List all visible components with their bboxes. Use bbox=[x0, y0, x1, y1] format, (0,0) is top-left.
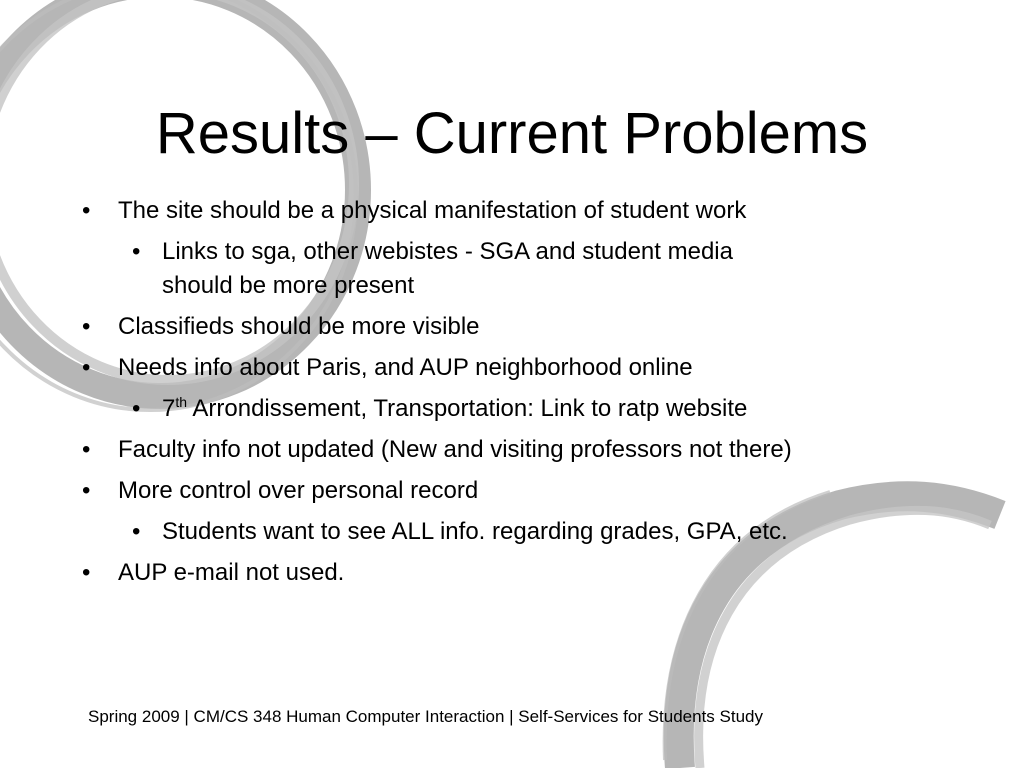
bullet-text: The site should be a physical manifestation of student work bbox=[118, 197, 747, 224]
bullet-text: AUP e-mail not used. bbox=[118, 559, 345, 586]
bullet-item bbox=[82, 556, 345, 590]
ordinal-number: 7 bbox=[162, 395, 176, 422]
bullet-text: Students want to see ALL info. regarding grades, GPA, etc. bbox=[162, 518, 788, 545]
bullet-marker: • bbox=[82, 559, 91, 586]
bullet-marker: • bbox=[82, 197, 91, 224]
bullet-marker: • bbox=[82, 477, 91, 504]
sub-bullet-item bbox=[132, 235, 733, 269]
bullet-text: Faculty info not updated (New and visiting professors not there) bbox=[118, 436, 792, 463]
bullet-marker: • bbox=[82, 354, 91, 381]
bullet-text: More control over personal record bbox=[118, 477, 479, 504]
sub-bullet-continuation bbox=[162, 269, 414, 303]
bullet-text: Links to sga, other webistes - SGA and student media bbox=[162, 238, 733, 265]
bullet-marker: • bbox=[132, 238, 141, 265]
bullet-text: Classifieds should be more visible bbox=[118, 313, 480, 340]
bullet-item bbox=[82, 194, 747, 228]
ordinal-superscript: th bbox=[175, 394, 188, 410]
slide-footer: Spring 2009 | CM/CS 348 Human Computer Interaction | Self-Services for Students Study bbox=[88, 707, 763, 726]
bullet-item bbox=[82, 310, 480, 344]
bullet-item bbox=[82, 351, 693, 385]
bullet-text: Needs info about Paris, and AUP neighborhood online bbox=[118, 354, 693, 381]
bullet-item bbox=[82, 474, 479, 508]
bullet-text: should be more present bbox=[162, 272, 415, 299]
bullet-text: Arrondissement, Transportation: Link to ratp website bbox=[187, 395, 748, 422]
bullet-marker: • bbox=[132, 518, 141, 545]
bullet-marker: • bbox=[82, 436, 91, 463]
bullet-marker: • bbox=[82, 313, 91, 340]
bullet-item bbox=[82, 433, 792, 467]
sub-bullet-item bbox=[132, 515, 788, 549]
slide-title: Results – Current Problems bbox=[155, 101, 869, 166]
sub-bullet-item bbox=[132, 392, 748, 426]
bullet-marker: • bbox=[132, 395, 141, 422]
